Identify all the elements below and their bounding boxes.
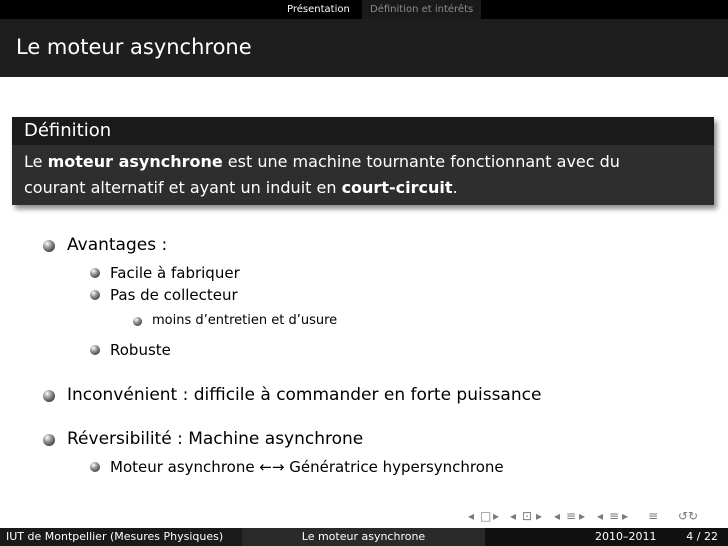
nav-prev-section-icon[interactable]: ◂ — [597, 509, 604, 523]
list-item-avantages: Avantages : — [67, 235, 168, 255]
definition-block — [12, 117, 714, 205]
nav-prev-subsection-icon[interactable]: ◂ — [554, 509, 561, 523]
nav-next-subsection-icon[interactable]: ▸ — [579, 509, 586, 523]
footer-author: IUT de Montpellier (Mesures Physiques) — [0, 528, 242, 546]
bullet-ball-icon — [90, 268, 100, 278]
definition-text: . — [452, 178, 458, 197]
frame-title: Le moteur asynchrone — [16, 35, 252, 59]
nav-next-slide-icon[interactable]: ▸ — [536, 509, 543, 523]
nav-frame-icon[interactable]: □ — [480, 509, 492, 523]
list-item-facile: Facile à fabriquer — [110, 264, 240, 282]
nav-document-icon[interactable]: ≡ — [648, 509, 659, 523]
bullet-ball-icon — [43, 390, 55, 402]
bullet-ball-icon — [133, 317, 142, 326]
definition-bold-term: moteur asynchrone — [47, 152, 223, 171]
definition-block-body — [12, 145, 714, 205]
beamer-navigation-symbols — [468, 508, 728, 524]
definition-text: courant alternatif et ayant un induit en — [24, 178, 342, 197]
nav-subsection-icon[interactable]: ≡ — [566, 509, 577, 523]
bullet-ball-icon — [43, 434, 55, 446]
nav-next-section-icon[interactable]: ▸ — [622, 509, 629, 523]
nav-section-presentation[interactable]: Présentation — [287, 4, 350, 15]
footer-right — [485, 528, 728, 546]
nav-search-back-icon[interactable]: ↺↻ — [678, 509, 699, 523]
nav-section-definition[interactable]: Définition et intérêts — [362, 0, 481, 19]
definition-line-1 — [24, 152, 620, 171]
list-item-collecteur: Pas de collecteur — [110, 286, 238, 304]
nav-prev-frame-icon[interactable]: ◂ — [468, 509, 475, 523]
definition-bold-term: court-circuit — [341, 178, 453, 197]
top-navigation-bar — [0, 0, 728, 19]
definition-title: Définition — [24, 120, 112, 141]
bullet-ball-icon — [43, 240, 55, 252]
definition-block-title — [12, 117, 714, 145]
bullet-ball-icon — [90, 462, 100, 472]
definition-text: est une machine tournante fonctionnant avec du — [222, 152, 620, 171]
nav-section-icon[interactable]: ≡ — [609, 509, 620, 523]
definition-text: Le — [24, 152, 48, 171]
nav-prev-slide-icon[interactable]: ◂ — [510, 509, 517, 523]
list-item-moteur-generatrice: Moteur asynchrone ←→ Génératrice hypersynchrone — [110, 458, 504, 476]
list-item-inconvenient: Inconvénient : difficile à commander en forte puissance — [67, 385, 542, 405]
footer-year: 2010–2011 — [595, 530, 657, 543]
bullet-ball-icon — [90, 290, 100, 300]
nav-slide-icon[interactable]: ⊡ — [522, 509, 533, 523]
footer-page-number: 4 / 22 — [686, 530, 718, 543]
list-item-robuste: Robuste — [110, 341, 171, 359]
footer-title: Le moteur asynchrone — [242, 528, 485, 546]
list-item-moins: moins d’entretien et d’usure — [152, 313, 338, 328]
nav-next-frame-icon[interactable]: ▸ — [493, 509, 500, 523]
definition-line-2 — [24, 178, 458, 197]
footer-bar — [0, 528, 728, 546]
list-item-reversibilite: Réversibilité : Machine asynchrone — [67, 429, 364, 449]
bullet-ball-icon — [90, 345, 100, 355]
